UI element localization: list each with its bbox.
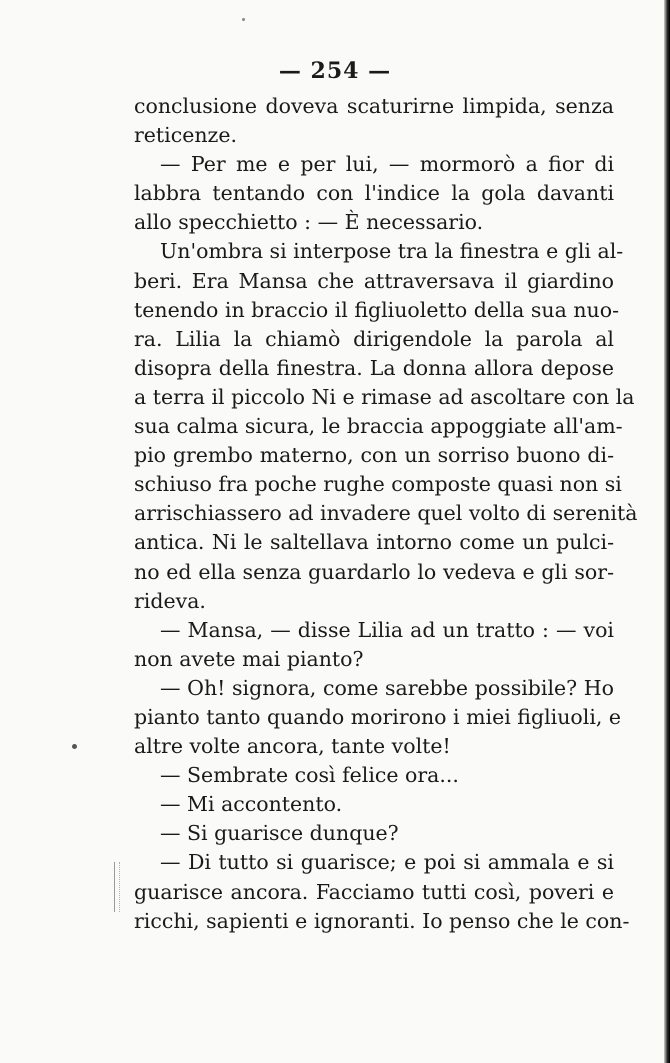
text-line: — Sembrate così felice ora... xyxy=(160,763,459,788)
text-line: — Di tutto si guarisce; e poi si ammala e si xyxy=(160,850,614,875)
text-line: a terra il piccolo Ni e rimase ad ascoltare con la xyxy=(134,384,635,409)
text-line: allo specchietto : — È necessario. xyxy=(134,210,484,235)
speck-mark xyxy=(242,18,245,21)
text-line: — Per me e per lui, — mormorò a fior di xyxy=(160,152,614,177)
text-line: tenendo in braccio il figliuoletto della sua nuo- xyxy=(134,297,620,322)
text-line: conclusione doveva scaturirne limpida, senza xyxy=(134,94,614,118)
text-line: rideva. xyxy=(134,588,206,613)
text-line: — Mansa, — disse Lilia ad un tratto : — voi xyxy=(160,617,614,642)
text-line: labbra tentando con l'indice la gola davanti xyxy=(134,181,614,206)
body-text xyxy=(134,92,638,936)
text-line: Un'ombra si interpose tra la finestra e gli al- xyxy=(160,239,624,264)
text-line: guarisce ancora. Facciamo tutti così, poveri e xyxy=(134,879,614,904)
text-line: ra. Lilia la chiamò dirigendole la parola al xyxy=(134,326,614,351)
text-line: sua calma sicura, le braccia appoggiate all'am- xyxy=(134,414,623,439)
margin-dot-mark xyxy=(72,744,77,749)
text-line: — Si guarisce dunque? xyxy=(160,821,399,846)
text-line: non avete mai pianto? xyxy=(134,646,364,671)
margin-pencil-mark xyxy=(114,862,120,912)
text-line: — Mi accontento. xyxy=(160,792,343,817)
text-line: pio grembo materno, con un sorriso buono di- xyxy=(134,443,614,468)
text-line: reticenze. xyxy=(134,123,237,148)
text-line: ricchi, sapienti e ignoranti. Io penso che le con- xyxy=(134,908,630,933)
text-line: no ed ella senza guardarlo lo vedeva e gli sor- xyxy=(134,559,614,584)
page-edge-shadow xyxy=(664,0,670,1063)
text-line: pianto tanto quando morirono i miei figliuoli, e xyxy=(134,704,622,729)
page-number: — 254 — xyxy=(278,58,392,84)
text-line: antica. Ni le saltellava intorno come un pulci- xyxy=(134,530,614,555)
text-line: beri. Era Mansa che attraversava il giardino xyxy=(134,268,614,293)
text-line: disopra della finestra. La donna allora depose xyxy=(134,355,614,380)
text-line: schiuso fra poche rughe composte quasi non si xyxy=(134,472,622,497)
text-line: arrischiassero ad invadere quel volto di serenità xyxy=(134,501,638,526)
text-line: — Oh! signora, come sarebbe possibile? Ho xyxy=(160,675,614,700)
text-line: altre volte ancora, tante volte! xyxy=(134,734,451,759)
